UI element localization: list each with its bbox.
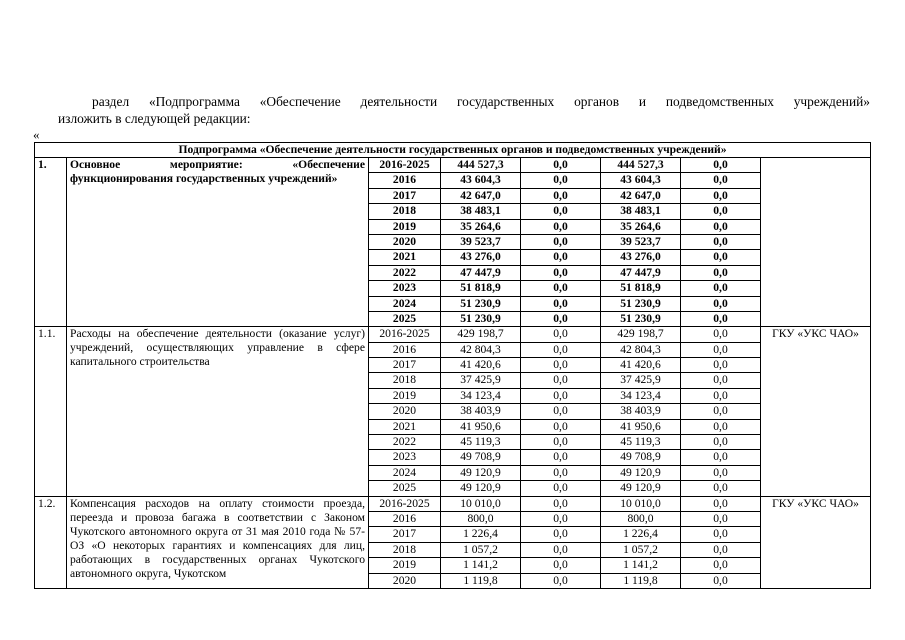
regional-budget-cell: 1 226,4 [601,527,681,542]
regional-budget-cell: 51 818,9 [601,281,681,296]
period-cell: 2020 [369,234,441,249]
federal-budget-cell: 0,0 [521,527,601,542]
regional-budget-cell: 38 403,9 [601,404,681,419]
federal-budget-cell: 0,0 [521,558,601,573]
total-cell: 45 119,3 [441,435,521,450]
federal-budget-cell: 0,0 [521,465,601,480]
table-title: Подпрограмма «Обеспечение деятельности государственных органов и подведомственных учреждений» [35,143,871,158]
federal-budget-cell: 0,0 [521,311,601,326]
item-description: Расходы на обеспечение деятельности (оказание услуг) учреждений, осуществляющих управление в сфере капитального строительства [67,327,369,496]
federal-budget-cell: 0,0 [521,265,601,280]
total-cell: 41 950,6 [441,419,521,434]
table-row [35,327,871,342]
other-funds-cell: 0,0 [681,158,761,173]
other-funds-cell: 0,0 [681,465,761,480]
regional-budget-cell: 800,0 [601,511,681,526]
regional-budget-cell: 49 708,9 [601,450,681,465]
period-cell: 2016 [369,342,441,357]
federal-budget-cell: 0,0 [521,388,601,403]
federal-budget-cell: 0,0 [521,188,601,203]
regional-budget-cell: 41 420,6 [601,358,681,373]
intro-paragraph [58,93,870,127]
regional-budget-cell: 49 120,9 [601,481,681,496]
total-cell: 42 647,0 [441,188,521,203]
total-cell: 1 141,2 [441,558,521,573]
total-cell: 1 226,4 [441,527,521,542]
period-cell: 2019 [369,219,441,234]
total-cell: 800,0 [441,511,521,526]
other-funds-cell: 0,0 [681,311,761,326]
regional-budget-cell: 51 230,9 [601,296,681,311]
period-cell: 2016-2025 [369,496,441,511]
period-cell: 2017 [369,358,441,373]
responsible-executor: ГКУ «УКС ЧАО» [761,496,871,588]
total-cell: 444 527,3 [441,158,521,173]
item-number: 1.1. [35,327,67,496]
regional-budget-cell: 37 425,9 [601,373,681,388]
other-funds-cell: 0,0 [681,250,761,265]
regional-budget-cell: 42 804,3 [601,342,681,357]
responsible-executor [761,158,871,327]
other-funds-cell: 0,0 [681,188,761,203]
period-cell: 2023 [369,281,441,296]
total-cell: 10 010,0 [441,496,521,511]
period-cell: 2024 [369,296,441,311]
total-cell: 1 057,2 [441,542,521,557]
regional-budget-cell: 38 483,1 [601,204,681,219]
intro-line-1: раздел «Подпрограмма «Обеспечение деятельности государственных органов и подведомственных учреждений» [92,94,870,109]
federal-budget-cell: 0,0 [521,450,601,465]
intro-line-2: изложить в следующей редакции: [58,111,251,126]
total-cell: 49 120,9 [441,481,521,496]
period-cell: 2018 [369,204,441,219]
period-cell: 2025 [369,481,441,496]
other-funds-cell: 0,0 [681,358,761,373]
period-cell: 2022 [369,435,441,450]
total-cell: 43 276,0 [441,250,521,265]
other-funds-cell: 0,0 [681,542,761,557]
period-cell: 2017 [369,188,441,203]
period-cell: 2025 [369,311,441,326]
total-cell: 51 230,9 [441,311,521,326]
total-cell: 37 425,9 [441,373,521,388]
period-cell: 2016 [369,173,441,188]
regional-budget-cell: 42 647,0 [601,188,681,203]
period-cell: 2020 [369,573,441,588]
federal-budget-cell: 0,0 [521,404,601,419]
other-funds-cell: 0,0 [681,296,761,311]
federal-budget-cell: 0,0 [521,219,601,234]
period-cell: 2024 [369,465,441,480]
item-description: Компенсация расходов на оплату стоимости проезда, переезда и провоза багажа в соответствии с Законом Чукотского автономного округа от 31 мая 2010 года № 57-ОЗ «О некоторых гарантиях и компенсациях для лиц, работающих в государственных органах Чукотского автономного округа, Чукотском [67,496,369,588]
other-funds-cell: 0,0 [681,219,761,234]
period-cell: 2018 [369,542,441,557]
total-cell: 43 604,3 [441,173,521,188]
regional-budget-cell: 1 141,2 [601,558,681,573]
total-cell: 1 119,8 [441,573,521,588]
regional-budget-cell: 39 523,7 [601,234,681,249]
total-cell: 49 120,9 [441,465,521,480]
regional-budget-cell: 35 264,6 [601,219,681,234]
regional-budget-cell: 10 010,0 [601,496,681,511]
other-funds-cell: 0,0 [681,481,761,496]
total-cell: 51 818,9 [441,281,521,296]
other-funds-cell: 0,0 [681,281,761,296]
federal-budget-cell: 0,0 [521,435,601,450]
federal-budget-cell: 0,0 [521,250,601,265]
federal-budget-cell: 0,0 [521,234,601,249]
federal-budget-cell: 0,0 [521,481,601,496]
other-funds-cell: 0,0 [681,173,761,188]
regional-budget-cell: 41 950,6 [601,419,681,434]
other-funds-cell: 0,0 [681,419,761,434]
regional-budget-cell: 51 230,9 [601,311,681,326]
total-cell: 429 198,7 [441,327,521,342]
period-cell: 2016-2025 [369,327,441,342]
table-row [35,496,871,511]
total-cell: 47 447,9 [441,265,521,280]
responsible-executor: ГКУ «УКС ЧАО» [761,327,871,496]
total-cell: 35 264,6 [441,219,521,234]
total-cell: 38 483,1 [441,204,521,219]
period-cell: 2022 [369,265,441,280]
regional-budget-cell: 47 447,9 [601,265,681,280]
other-funds-cell: 0,0 [681,388,761,403]
period-cell: 2017 [369,527,441,542]
total-cell: 41 420,6 [441,358,521,373]
other-funds-cell: 0,0 [681,527,761,542]
total-cell: 51 230,9 [441,296,521,311]
other-funds-cell: 0,0 [681,558,761,573]
total-cell: 49 708,9 [441,450,521,465]
opening-quote: « [33,127,40,142]
total-cell: 38 403,9 [441,404,521,419]
period-cell: 2023 [369,450,441,465]
federal-budget-cell: 0,0 [521,327,601,342]
other-funds-cell: 0,0 [681,234,761,249]
table-title-row [35,143,871,158]
other-funds-cell: 0,0 [681,573,761,588]
regional-budget-cell: 34 123,4 [601,388,681,403]
total-cell: 39 523,7 [441,234,521,249]
subprogram-table [34,142,871,589]
other-funds-cell: 0,0 [681,342,761,357]
federal-budget-cell: 0,0 [521,373,601,388]
period-cell: 2021 [369,419,441,434]
table-row [35,158,871,173]
regional-budget-cell: 1 057,2 [601,542,681,557]
federal-budget-cell: 0,0 [521,342,601,357]
other-funds-cell: 0,0 [681,373,761,388]
federal-budget-cell: 0,0 [521,296,601,311]
regional-budget-cell: 43 276,0 [601,250,681,265]
regional-budget-cell: 45 119,3 [601,435,681,450]
other-funds-cell: 0,0 [681,265,761,280]
federal-budget-cell: 0,0 [521,511,601,526]
period-cell: 2016-2025 [369,158,441,173]
federal-budget-cell: 0,0 [521,158,601,173]
federal-budget-cell: 0,0 [521,204,601,219]
period-cell: 2019 [369,558,441,573]
period-cell: 2018 [369,373,441,388]
total-cell: 42 804,3 [441,342,521,357]
other-funds-cell: 0,0 [681,204,761,219]
item-description: Основное мероприятие: «Обеспечение функционирования государственных учреждений» [67,158,369,327]
other-funds-cell: 0,0 [681,496,761,511]
other-funds-cell: 0,0 [681,327,761,342]
period-cell: 2019 [369,388,441,403]
regional-budget-cell: 1 119,8 [601,573,681,588]
other-funds-cell: 0,0 [681,404,761,419]
federal-budget-cell: 0,0 [521,173,601,188]
regional-budget-cell: 43 604,3 [601,173,681,188]
federal-budget-cell: 0,0 [521,496,601,511]
federal-budget-cell: 0,0 [521,281,601,296]
federal-budget-cell: 0,0 [521,419,601,434]
federal-budget-cell: 0,0 [521,573,601,588]
other-funds-cell: 0,0 [681,511,761,526]
federal-budget-cell: 0,0 [521,358,601,373]
period-cell: 2016 [369,511,441,526]
period-cell: 2020 [369,404,441,419]
other-funds-cell: 0,0 [681,450,761,465]
period-cell: 2021 [369,250,441,265]
regional-budget-cell: 444 527,3 [601,158,681,173]
regional-budget-cell: 49 120,9 [601,465,681,480]
item-number: 1. [35,158,67,327]
regional-budget-cell: 429 198,7 [601,327,681,342]
federal-budget-cell: 0,0 [521,542,601,557]
item-number: 1.2. [35,496,67,588]
other-funds-cell: 0,0 [681,435,761,450]
total-cell: 34 123,4 [441,388,521,403]
